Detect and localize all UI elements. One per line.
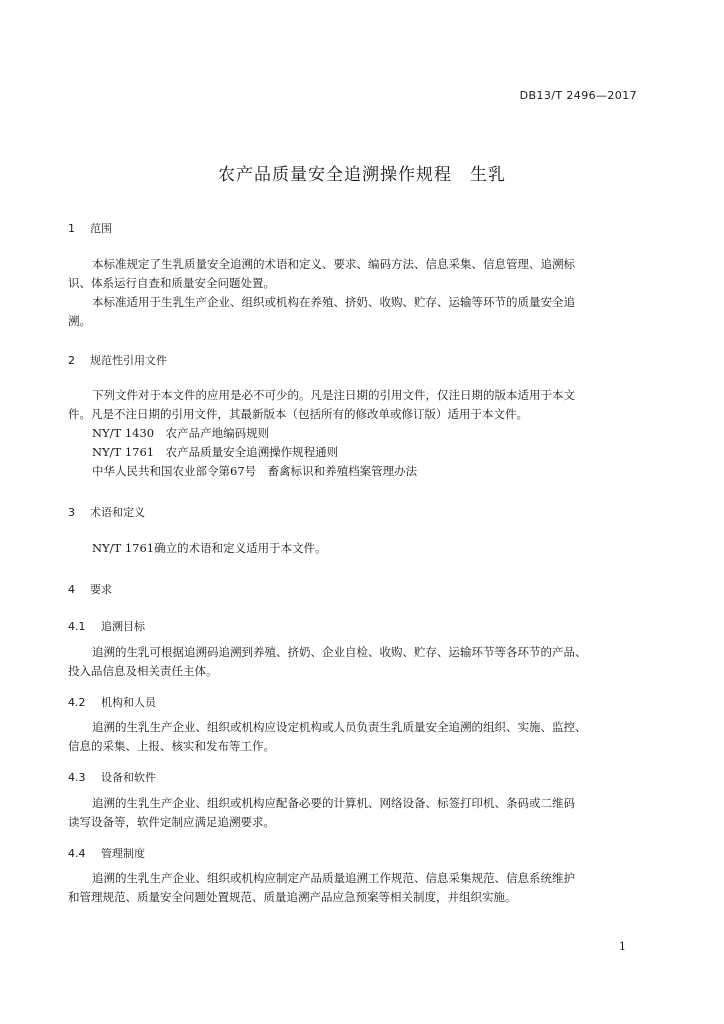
subsection-heading-4-1 bbox=[68, 618, 145, 634]
section-title: 规范性引用文件 bbox=[90, 354, 167, 367]
text-line: 和管理规范、质量安全问题处置规范、质量追溯产品应急预案等相关制度，并组织实施。 bbox=[68, 890, 517, 904]
section-number: 4.2 bbox=[68, 696, 86, 709]
section-4-2-body bbox=[68, 718, 634, 756]
section-number: 4.3 bbox=[68, 771, 86, 784]
text-line: NY/T 1761确立的术语和定义适用于本文件。 bbox=[92, 541, 327, 555]
section-4-1-body bbox=[68, 643, 634, 681]
section-1-body bbox=[68, 255, 634, 331]
page-number: 1 bbox=[619, 940, 626, 953]
reference-item: NY/T 1430 农产品产地编码规则 bbox=[92, 426, 270, 440]
section-title: 术语和定义 bbox=[90, 506, 145, 519]
section-title: 机构和人员 bbox=[101, 696, 156, 709]
text-line: 信息的采集、上报、核实和发布等工作。 bbox=[68, 739, 275, 753]
section-title: 管理制度 bbox=[101, 847, 145, 860]
text-line: 下列文件对于本文件的应用是必不可少的。凡是注日期的引用文件，仅注日期的版本适用于本文 bbox=[92, 388, 575, 402]
section-number: 4 bbox=[68, 583, 75, 596]
section-title: 追溯目标 bbox=[101, 620, 145, 633]
section-heading-4 bbox=[68, 581, 112, 597]
subsection-heading-4-3 bbox=[68, 769, 156, 785]
text-line: 件。凡是不注日期的引用文件，其最新版本（包括所有的修改单或修订版）适用于本文件。 bbox=[68, 407, 528, 421]
page-title: 农产品质量安全追溯操作规程 生乳 bbox=[218, 165, 506, 185]
text-line: 投入品信息及相关责任主体。 bbox=[68, 664, 218, 678]
text-line: 追溯的生乳生产企业、组织或机构应制定产品质量追溯工作规范、信息采集规范、信息系统维护 bbox=[92, 871, 575, 885]
reference-item: NY/T 1761 农产品质量安全追溯操作规程通则 bbox=[92, 445, 339, 459]
section-number: 2 bbox=[68, 354, 75, 367]
section-heading-2 bbox=[68, 352, 167, 368]
section-4-3-body bbox=[68, 794, 634, 832]
subsection-heading-4-2 bbox=[68, 694, 156, 710]
text-line: 本标准规定了生乳质量安全追溯的术语和定义、要求、编码方法、信息采集、信息管理、追溯标 bbox=[92, 257, 575, 271]
text-line: 追溯的生乳可根据追溯码追溯到养殖、挤奶、企业自检、收购、贮存、运输环节等各环节的产品、 bbox=[92, 645, 587, 659]
section-3-body bbox=[68, 539, 634, 558]
section-title: 要求 bbox=[90, 583, 112, 596]
text-line: 读写设备等，软件定制应满足追溯要求。 bbox=[68, 815, 275, 829]
text-line: 追溯的生乳生产企业、组织或机构应配备必要的计算机、网络设备、标签打印机、条码或二维码 bbox=[92, 796, 575, 810]
document-code: DB13/T 2496—2017 bbox=[519, 89, 637, 102]
text-line: 溯。 bbox=[68, 314, 91, 328]
section-number: 3 bbox=[68, 506, 75, 519]
section-number: 1 bbox=[68, 222, 75, 235]
reference-item: 中华人民共和国农业部令第67号 畜禽标识和养殖档案管理办法 bbox=[92, 464, 418, 478]
section-title: 范围 bbox=[90, 222, 112, 235]
section-heading-3 bbox=[68, 504, 145, 520]
text-line: 识、体系运行自查和质量安全问题处置。 bbox=[68, 276, 275, 290]
section-4-4-body bbox=[68, 869, 634, 907]
text-line: 追溯的生乳生产企业、组织或机构应设定机构或人员负责生乳质量安全追溯的组织、实施、监控、 bbox=[92, 720, 587, 734]
section-heading-1 bbox=[68, 220, 112, 236]
subsection-heading-4-4 bbox=[68, 845, 145, 861]
text-line: 本标准适用于生乳生产企业、组织或机构在养殖、挤奶、收购、贮存、运输等环节的质量安全追 bbox=[92, 295, 575, 309]
section-2-body bbox=[68, 386, 634, 481]
section-number: 4.1 bbox=[68, 620, 86, 633]
section-number: 4.4 bbox=[68, 847, 86, 860]
section-title: 设备和软件 bbox=[101, 771, 156, 784]
